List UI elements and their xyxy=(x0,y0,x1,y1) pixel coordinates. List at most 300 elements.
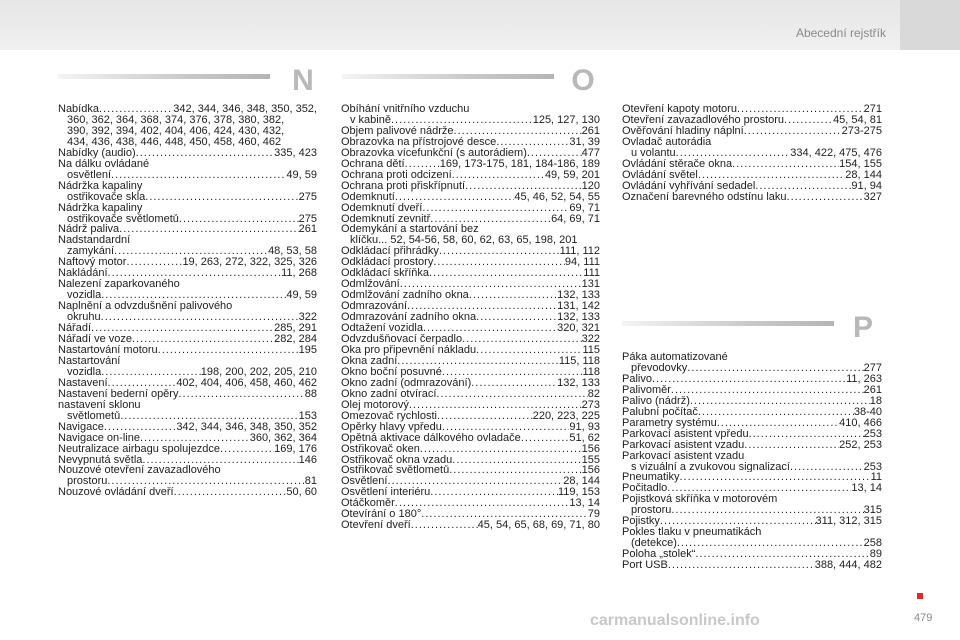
dot-leader xyxy=(668,560,815,571)
index-term: Okno zadní (odmrazování) xyxy=(341,377,472,389)
index-entry-line xyxy=(622,549,882,560)
index-term: Ostřikovač okna vzadu xyxy=(341,454,453,466)
index-entry xyxy=(58,444,317,455)
section-letter-n: N xyxy=(292,64,314,97)
page-reference[interactable]: 253 xyxy=(863,428,882,440)
page-reference[interactable]: 91, 94 xyxy=(851,180,882,192)
index-column-o-continued xyxy=(622,104,882,203)
index-entry-line xyxy=(622,483,882,494)
index-entry xyxy=(58,356,317,378)
page-reference[interactable]: 252, 253 xyxy=(839,439,882,451)
index-entry-continuation xyxy=(58,312,317,323)
index-entry-line xyxy=(58,268,317,279)
page-reference[interactable]: 277 xyxy=(863,362,882,374)
index-entry xyxy=(622,181,882,192)
index-entry xyxy=(58,334,317,345)
index-term: Ochrana proti přiskřípnutí xyxy=(341,180,466,192)
index-entry xyxy=(341,192,600,203)
dot-leader xyxy=(140,433,250,444)
index-entry-line xyxy=(58,181,317,192)
index-term: zamykání xyxy=(67,246,115,258)
dot-leader xyxy=(790,462,864,473)
index-term: Otevření zavazadlového prostoru xyxy=(622,114,785,126)
dot-leader xyxy=(119,224,299,235)
index-term: Naftový motor xyxy=(58,257,127,269)
page-reference[interactable]: 402, 404, 406, 458, 460, 462 xyxy=(176,377,317,389)
index-term: Na dálku ovládané xyxy=(58,158,150,170)
index-term: Nádržka kapaliny xyxy=(58,202,143,214)
index-entry-line xyxy=(58,323,317,334)
page-reference[interactable]: 146 xyxy=(298,454,317,466)
page-reference[interactable]: 49, 59 xyxy=(286,290,317,302)
index-entry xyxy=(341,257,600,268)
index-entry-line xyxy=(341,509,600,520)
index-entry-line xyxy=(341,126,600,137)
index-term: Poloha „stolek“ xyxy=(622,549,696,561)
index-entry-continuation xyxy=(341,115,600,126)
index-entry-line xyxy=(622,126,882,137)
dot-leader xyxy=(476,312,557,323)
dot-leader xyxy=(423,323,557,334)
index-term: Navigace on-line xyxy=(58,432,140,444)
page-reference[interactable]: 342, 344, 346, 348, 350, 352 xyxy=(176,421,317,433)
page-reference[interactable]: 388, 444, 482 xyxy=(814,560,882,572)
index-entry xyxy=(58,465,317,487)
page-reference[interactable]: 156 xyxy=(581,443,600,455)
index-entry xyxy=(58,378,317,389)
index-entry-line xyxy=(341,367,600,378)
index-term: 360, 362, 364, 368, 374, 376, 378, 380, 382, xyxy=(67,114,285,126)
page-reference[interactable]: 273-275 xyxy=(841,125,882,137)
page-reference[interactable]: 49, 59 xyxy=(286,169,317,181)
page-reference[interactable]: 19, 263, 272, 322, 325, 326 xyxy=(182,257,317,269)
page-reference[interactable]: 45, 46, 52, 54, 55 xyxy=(514,191,600,203)
index-entry-continuation xyxy=(58,411,317,422)
index-entry-line xyxy=(341,323,600,334)
index-entry-line xyxy=(58,224,317,235)
page-reference[interactable]: 342, 344, 346, 348, 350, 352, xyxy=(173,104,317,115)
index-entry-line xyxy=(622,494,882,505)
page-reference[interactable]: 51, 62 xyxy=(569,432,600,444)
page-reference[interactable]: 91, 93 xyxy=(569,421,600,433)
index-entry-line xyxy=(58,422,317,433)
page-reference[interactable]: 261 xyxy=(298,224,317,236)
page-reference[interactable]: 31, 39 xyxy=(569,136,600,148)
index-entry xyxy=(58,257,317,268)
page-reference[interactable]: 118 xyxy=(582,366,600,378)
index-entry xyxy=(341,126,600,137)
header-tab xyxy=(900,0,960,50)
page-reference[interactable]: 253 xyxy=(863,461,882,473)
header-title: Abecední rejstřík xyxy=(795,26,886,40)
index-entry-continuation xyxy=(622,462,882,473)
index-entry xyxy=(58,181,317,203)
index-entry xyxy=(341,279,600,290)
index-term: Ovládání světel xyxy=(622,169,698,181)
page-reference[interactable]: 45, 54, 81 xyxy=(833,114,882,126)
page-reference[interactable]: 153 xyxy=(298,410,317,422)
index-entry xyxy=(622,126,882,137)
page-reference[interactable]: 311, 312, 315 xyxy=(815,516,882,528)
index-term: Neutralizace airbagu spolujezdce xyxy=(58,443,221,455)
index-term: Pokles tlaku v pneumatikách xyxy=(622,527,762,539)
page-reference[interactable]: 79 xyxy=(587,509,600,521)
index-entry-continuation xyxy=(58,126,317,137)
index-entry xyxy=(341,214,600,225)
page-reference[interactable]: 327 xyxy=(863,191,882,203)
index-term: Nastartování motoru xyxy=(58,344,158,356)
index-entry-line xyxy=(341,334,600,345)
index-entry-line xyxy=(341,476,600,487)
dot-leader xyxy=(496,137,569,148)
dot-leader xyxy=(442,367,583,378)
index-term: Označení barevného odstínu laku xyxy=(622,191,787,203)
dot-leader xyxy=(527,148,582,159)
index-entry xyxy=(622,352,882,374)
page-reference[interactable]: 132, 133 xyxy=(557,312,600,324)
index-entry xyxy=(622,560,882,571)
index-entry xyxy=(58,433,317,444)
index-entry xyxy=(622,137,882,159)
page-marker xyxy=(917,593,923,599)
dot-leader xyxy=(687,363,863,374)
index-term: Odkládací přihrádky xyxy=(341,246,439,258)
index-term: Ochrana proti odcizení xyxy=(341,169,452,181)
index-entry-line xyxy=(622,374,882,385)
index-term: prostoru xyxy=(631,505,672,517)
page-reference[interactable]: 322 xyxy=(581,334,600,345)
page-reference[interactable]: 28, 144 xyxy=(563,476,600,488)
page-reference[interactable]: 69, 71 xyxy=(569,202,600,214)
dot-leader xyxy=(220,444,274,455)
dot-leader xyxy=(405,159,440,170)
page-reference[interactable]: 156 xyxy=(581,465,600,477)
page-reference[interactable]: 169, 173-175, 181, 184-186, 189 xyxy=(439,158,600,170)
index-term: klíčku... 52, 54-56, 58, 60, 62, 63, 65, 198, 201 xyxy=(350,235,578,247)
index-entry xyxy=(341,170,600,181)
dot-leader xyxy=(676,148,791,159)
dot-leader xyxy=(145,192,298,203)
dot-leader xyxy=(391,115,533,126)
dot-leader xyxy=(679,472,870,483)
page-reference[interactable]: 50, 60 xyxy=(286,487,317,499)
index-entry-line xyxy=(622,137,882,148)
page-reference[interactable]: 320, 321 xyxy=(557,323,600,335)
page-reference[interactable]: 125, 127, 130 xyxy=(532,114,600,126)
index-column-n xyxy=(58,104,317,498)
dot-leader xyxy=(142,455,298,466)
page-reference[interactable]: 11 xyxy=(870,472,882,484)
dot-leader xyxy=(99,104,173,115)
dot-leader xyxy=(101,367,201,378)
index-term: Palubní počítač xyxy=(622,406,698,418)
page-reference[interactable]: 360, 362, 364 xyxy=(249,432,317,444)
index-term: osvětlení xyxy=(67,169,112,181)
section-bar-o xyxy=(342,74,554,79)
page-reference[interactable]: 89 xyxy=(869,549,882,561)
index-entry xyxy=(622,170,882,181)
page-reference[interactable]: 169, 176 xyxy=(274,443,317,455)
dot-leader xyxy=(454,126,582,137)
index-term: (detekce) xyxy=(631,538,677,550)
index-term: Odemknutí zevnitř xyxy=(341,213,431,225)
index-entry xyxy=(341,455,600,466)
page-reference[interactable]: 45, 54, 65, 68, 69, 71, 80 xyxy=(477,520,600,532)
index-term: Oka pro připevnění nákladu xyxy=(341,344,477,356)
page-reference[interactable]: 285, 291 xyxy=(274,323,317,335)
index-entry-line xyxy=(622,396,882,407)
index-entry xyxy=(622,451,882,473)
index-term: Odkládací prostory xyxy=(341,257,434,269)
index-term: Odemknutí dveří xyxy=(341,202,423,214)
page-reference[interactable]: 220, 223, 225 xyxy=(532,410,600,422)
index-entry xyxy=(341,433,600,444)
index-term: Odmrazování xyxy=(341,301,408,313)
page-reference[interactable]: 261 xyxy=(863,384,882,396)
index-entry xyxy=(341,367,600,378)
page-reference[interactable]: 131, 142 xyxy=(557,301,600,313)
dot-leader xyxy=(158,345,299,356)
index-entry xyxy=(622,494,882,516)
index-entry xyxy=(341,389,600,400)
index-term: prostoru xyxy=(67,476,108,488)
dot-leader xyxy=(698,407,854,418)
index-entry-line xyxy=(58,257,317,268)
index-term: Odvzdušňovací čerpadlo xyxy=(341,334,463,345)
page-reference[interactable]: 81 xyxy=(304,476,317,488)
index-term: Nabídky (audio) xyxy=(58,147,136,159)
page-reference[interactable]: 18 xyxy=(869,395,882,407)
page-reference[interactable]: 154, 155 xyxy=(839,158,882,170)
index-entry xyxy=(622,429,882,440)
page-reference[interactable]: 82 xyxy=(587,388,600,400)
dot-leader xyxy=(471,378,557,389)
index-entry-line xyxy=(341,520,600,531)
index-term: Omezovač rychlosti xyxy=(341,410,437,422)
index-term: Otáčkoměr xyxy=(341,498,395,510)
index-term: Ovladač autorádia xyxy=(622,136,712,148)
page-reference[interactable]: 275 xyxy=(298,213,317,225)
index-entry-line xyxy=(622,527,882,538)
index-entry-line xyxy=(58,345,317,356)
index-entry-continuation xyxy=(58,290,317,301)
page-reference[interactable]: 131 xyxy=(581,279,600,291)
dot-leader xyxy=(787,192,864,203)
index-entry xyxy=(341,268,600,279)
index-entry-line xyxy=(341,170,600,181)
page-reference[interactable]: 261 xyxy=(581,125,600,137)
index-entry-continuation xyxy=(622,505,882,516)
index-term: 434, 436, 438, 446, 448, 450, 458, 460, 462 xyxy=(67,136,282,148)
page-reference[interactable]: 132, 133 xyxy=(557,290,600,302)
index-entry xyxy=(341,323,600,334)
page-reference[interactable]: 273 xyxy=(581,399,600,411)
index-entry-continuation xyxy=(58,115,317,126)
index-term: Nastavení bederní opěry xyxy=(58,388,179,400)
page-reference[interactable]: 335, 423 xyxy=(274,147,317,159)
page-reference[interactable]: 258 xyxy=(863,538,882,550)
dot-leader xyxy=(430,214,551,225)
dot-leader xyxy=(395,192,515,203)
dot-leader xyxy=(439,246,560,257)
dot-leader xyxy=(433,257,565,268)
index-entry-line xyxy=(622,104,882,115)
index-entry-line xyxy=(341,279,600,290)
dot-leader xyxy=(737,104,864,115)
index-entry xyxy=(341,465,600,476)
index-entry-line xyxy=(341,444,600,455)
index-term: Nalezení zaparkovaného xyxy=(58,279,180,291)
index-term: Obrazovka na přístrojové desce xyxy=(341,136,497,148)
index-term: Ovládání vyhřívání sedadel xyxy=(622,180,756,192)
page-reference[interactable]: 111 xyxy=(583,268,600,280)
page-reference[interactable]: 322 xyxy=(298,312,317,324)
page-reference[interactable]: 115, 118 xyxy=(558,355,600,367)
dot-leader xyxy=(452,170,545,181)
page-reference[interactable]: 315 xyxy=(863,505,882,517)
page-reference[interactable]: 275 xyxy=(298,191,317,203)
page-reference[interactable]: 198, 200, 202, 205, 210 xyxy=(200,366,317,378)
index-entry-line xyxy=(341,246,600,257)
index-entry xyxy=(622,483,882,494)
index-entry xyxy=(341,411,600,422)
index-term: Ověřování hladiny náplní xyxy=(622,125,744,137)
page-reference[interactable]: 120 xyxy=(581,180,600,192)
index-entry-line xyxy=(58,389,317,400)
page-reference[interactable]: 64, 69, 71 xyxy=(551,213,600,225)
index-term: Ostřikovač oken xyxy=(341,443,420,455)
index-entry xyxy=(622,418,882,429)
section-letter-o: O xyxy=(571,64,595,97)
index-entry xyxy=(622,374,882,385)
index-term: Parametry systému xyxy=(622,417,717,429)
index-entry xyxy=(622,516,882,527)
index-term: Osvětlení xyxy=(341,476,388,488)
page-reference[interactable]: 410, 466 xyxy=(839,417,882,429)
page-reference[interactable]: 28, 144 xyxy=(845,169,882,181)
index-entry-line xyxy=(622,418,882,429)
dot-leader xyxy=(101,290,286,301)
page-reference[interactable]: 48, 53, 58 xyxy=(268,246,317,258)
dot-leader xyxy=(409,400,582,411)
dot-leader xyxy=(174,487,287,498)
dot-leader xyxy=(744,440,839,451)
dot-leader xyxy=(784,115,833,126)
page-reference[interactable]: 477 xyxy=(581,147,600,159)
index-entry xyxy=(622,192,882,203)
index-term: Obíhání vnitřního vzduchu xyxy=(341,104,470,115)
index-term: převodovky xyxy=(631,362,688,374)
dot-leader xyxy=(452,455,581,466)
index-term: Palivo (nádrž) xyxy=(622,395,690,407)
index-entry xyxy=(341,520,600,531)
index-entry-line xyxy=(341,455,600,466)
index-entry xyxy=(341,137,600,148)
index-entry-continuation xyxy=(341,235,600,246)
index-term: okruhu xyxy=(67,312,101,324)
index-term: Nabídka xyxy=(58,104,99,115)
page-reference[interactable]: 195 xyxy=(298,344,317,356)
page-reference[interactable]: 49, 59, 201 xyxy=(544,169,600,181)
index-term: Osvětlení interiéru xyxy=(341,487,431,499)
index-term: Pojistky xyxy=(622,516,660,528)
page-reference[interactable]: 271 xyxy=(863,104,882,115)
dot-leader xyxy=(422,203,569,214)
page-reference[interactable]: 94, 111 xyxy=(564,257,600,269)
index-entry xyxy=(341,498,600,509)
page-reference[interactable]: 88 xyxy=(304,388,317,400)
index-entry-line xyxy=(341,487,600,498)
dot-leader xyxy=(101,312,299,323)
page-reference[interactable]: 38-40 xyxy=(853,406,882,418)
page-reference[interactable]: 155 xyxy=(581,454,600,466)
index-entry-continuation xyxy=(622,363,882,374)
page-reference[interactable]: 282, 284 xyxy=(274,334,317,345)
watermark: carmanualsonline.info xyxy=(590,612,760,629)
index-entry-line xyxy=(622,159,882,170)
page-reference[interactable]: 111, 112 xyxy=(559,246,600,258)
dot-leader xyxy=(476,345,582,356)
index-entry-continuation xyxy=(58,476,317,487)
index-entry-line xyxy=(622,407,882,418)
dot-leader xyxy=(521,433,570,444)
dot-leader xyxy=(430,487,558,498)
index-entry xyxy=(341,301,600,312)
index-term: Odmlžování zadního okna xyxy=(341,290,469,302)
index-entry xyxy=(58,422,317,433)
index-entry-continuation xyxy=(58,214,317,225)
dot-leader xyxy=(108,268,282,279)
index-entry xyxy=(341,224,600,246)
dot-leader xyxy=(411,520,478,531)
index-term: Nakládání xyxy=(58,268,108,280)
index-entry xyxy=(341,422,600,433)
index-entry-line xyxy=(341,465,600,476)
dot-leader xyxy=(442,422,570,433)
page-number: 479 xyxy=(914,612,933,624)
index-term: Nouzové ovládání dveří xyxy=(58,487,174,499)
page-reference[interactable]: 132, 133 xyxy=(557,377,600,389)
page-reference[interactable]: 115 xyxy=(582,344,600,356)
index-entry-line xyxy=(341,356,600,367)
dot-leader xyxy=(755,181,851,192)
index-term: Opěrky hlavy vpředu xyxy=(341,421,442,433)
index-entry-line xyxy=(622,429,882,440)
page-reference[interactable]: 11, 268 xyxy=(281,268,317,280)
page-reference[interactable]: 334, 422, 475, 476 xyxy=(790,147,882,159)
index-term: Nastartování xyxy=(58,355,121,367)
index-term: Otevření kapoty motoru xyxy=(622,104,737,115)
index-entry xyxy=(58,148,317,159)
page-reference[interactable]: 13, 14 xyxy=(569,498,600,510)
index-entry xyxy=(341,203,600,214)
index-entry xyxy=(341,159,600,170)
dot-leader xyxy=(395,498,570,509)
index-entry xyxy=(58,159,317,181)
index-entry-line xyxy=(58,444,317,455)
dot-leader xyxy=(660,516,816,527)
dot-leader xyxy=(120,411,298,422)
page-reference[interactable]: 11, 263 xyxy=(846,373,882,385)
dot-leader xyxy=(744,126,842,137)
index-entry-line xyxy=(58,203,317,214)
dot-leader xyxy=(469,290,557,301)
index-entry xyxy=(622,396,882,407)
index-term: Parkovací asistent vpředu xyxy=(622,428,749,440)
dot-leader xyxy=(671,505,863,516)
page-reference[interactable]: 119, 153 xyxy=(557,487,600,499)
page-reference[interactable]: 13, 14 xyxy=(851,483,882,495)
